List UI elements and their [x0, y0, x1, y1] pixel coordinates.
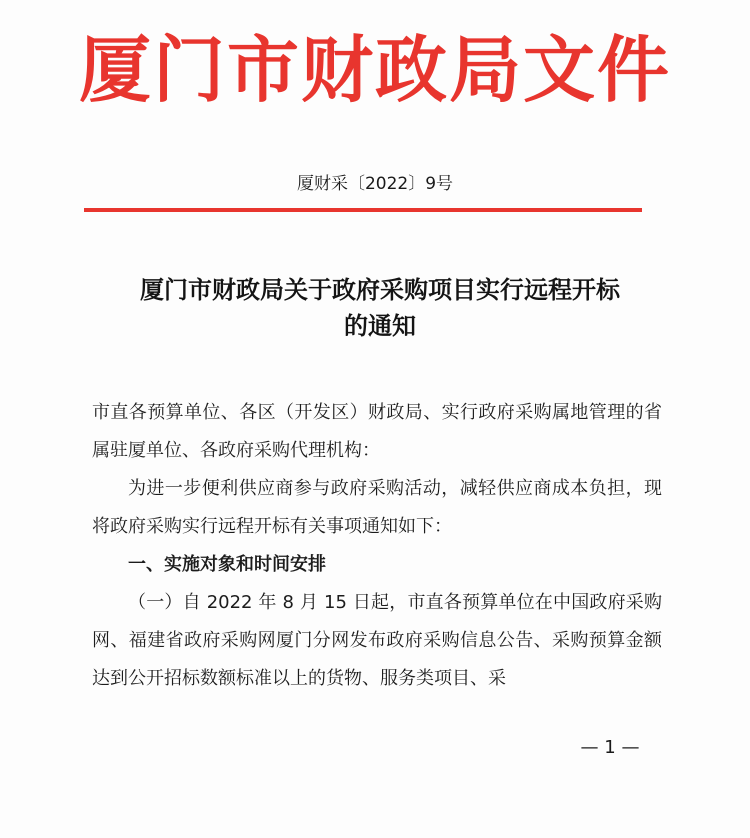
addressee-paragraph: 市直各预算单位、各区（开发区）财政局、实行政府采购属地管理的省属驻厦单位、各政府采购代理机构： [92, 402, 662, 461]
document-body [92, 394, 662, 698]
section-paragraph: （一）自 2022 年 8 月 15 日起，市直各预算单位在中国政府采购网、福建省政府采购网厦门分网发布政府采购信息公告、采购预算金额达到公开招标数额标准以上的货物、服务类项目、采 [92, 592, 662, 689]
section-heading: 一、实施对象和时间安排 [128, 554, 326, 575]
notice-title [60, 272, 700, 344]
notice-title-line-2: 的通知 [344, 311, 416, 340]
document-number: 厦财采〔2022〕9号 [296, 174, 454, 194]
page-number: — 1 — [580, 737, 640, 758]
red-divider-line [84, 208, 642, 212]
notice-title-line-1: 厦门市财政局关于政府采购项目实行远程开标 [140, 275, 620, 304]
document-header-title: 厦门市财政局文件 [78, 27, 671, 112]
intro-paragraph: 为进一步便利供应商参与政府采购活动，减轻供应商成本负担，现将政府采购实行远程开标有关事项通知如下： [92, 478, 662, 537]
